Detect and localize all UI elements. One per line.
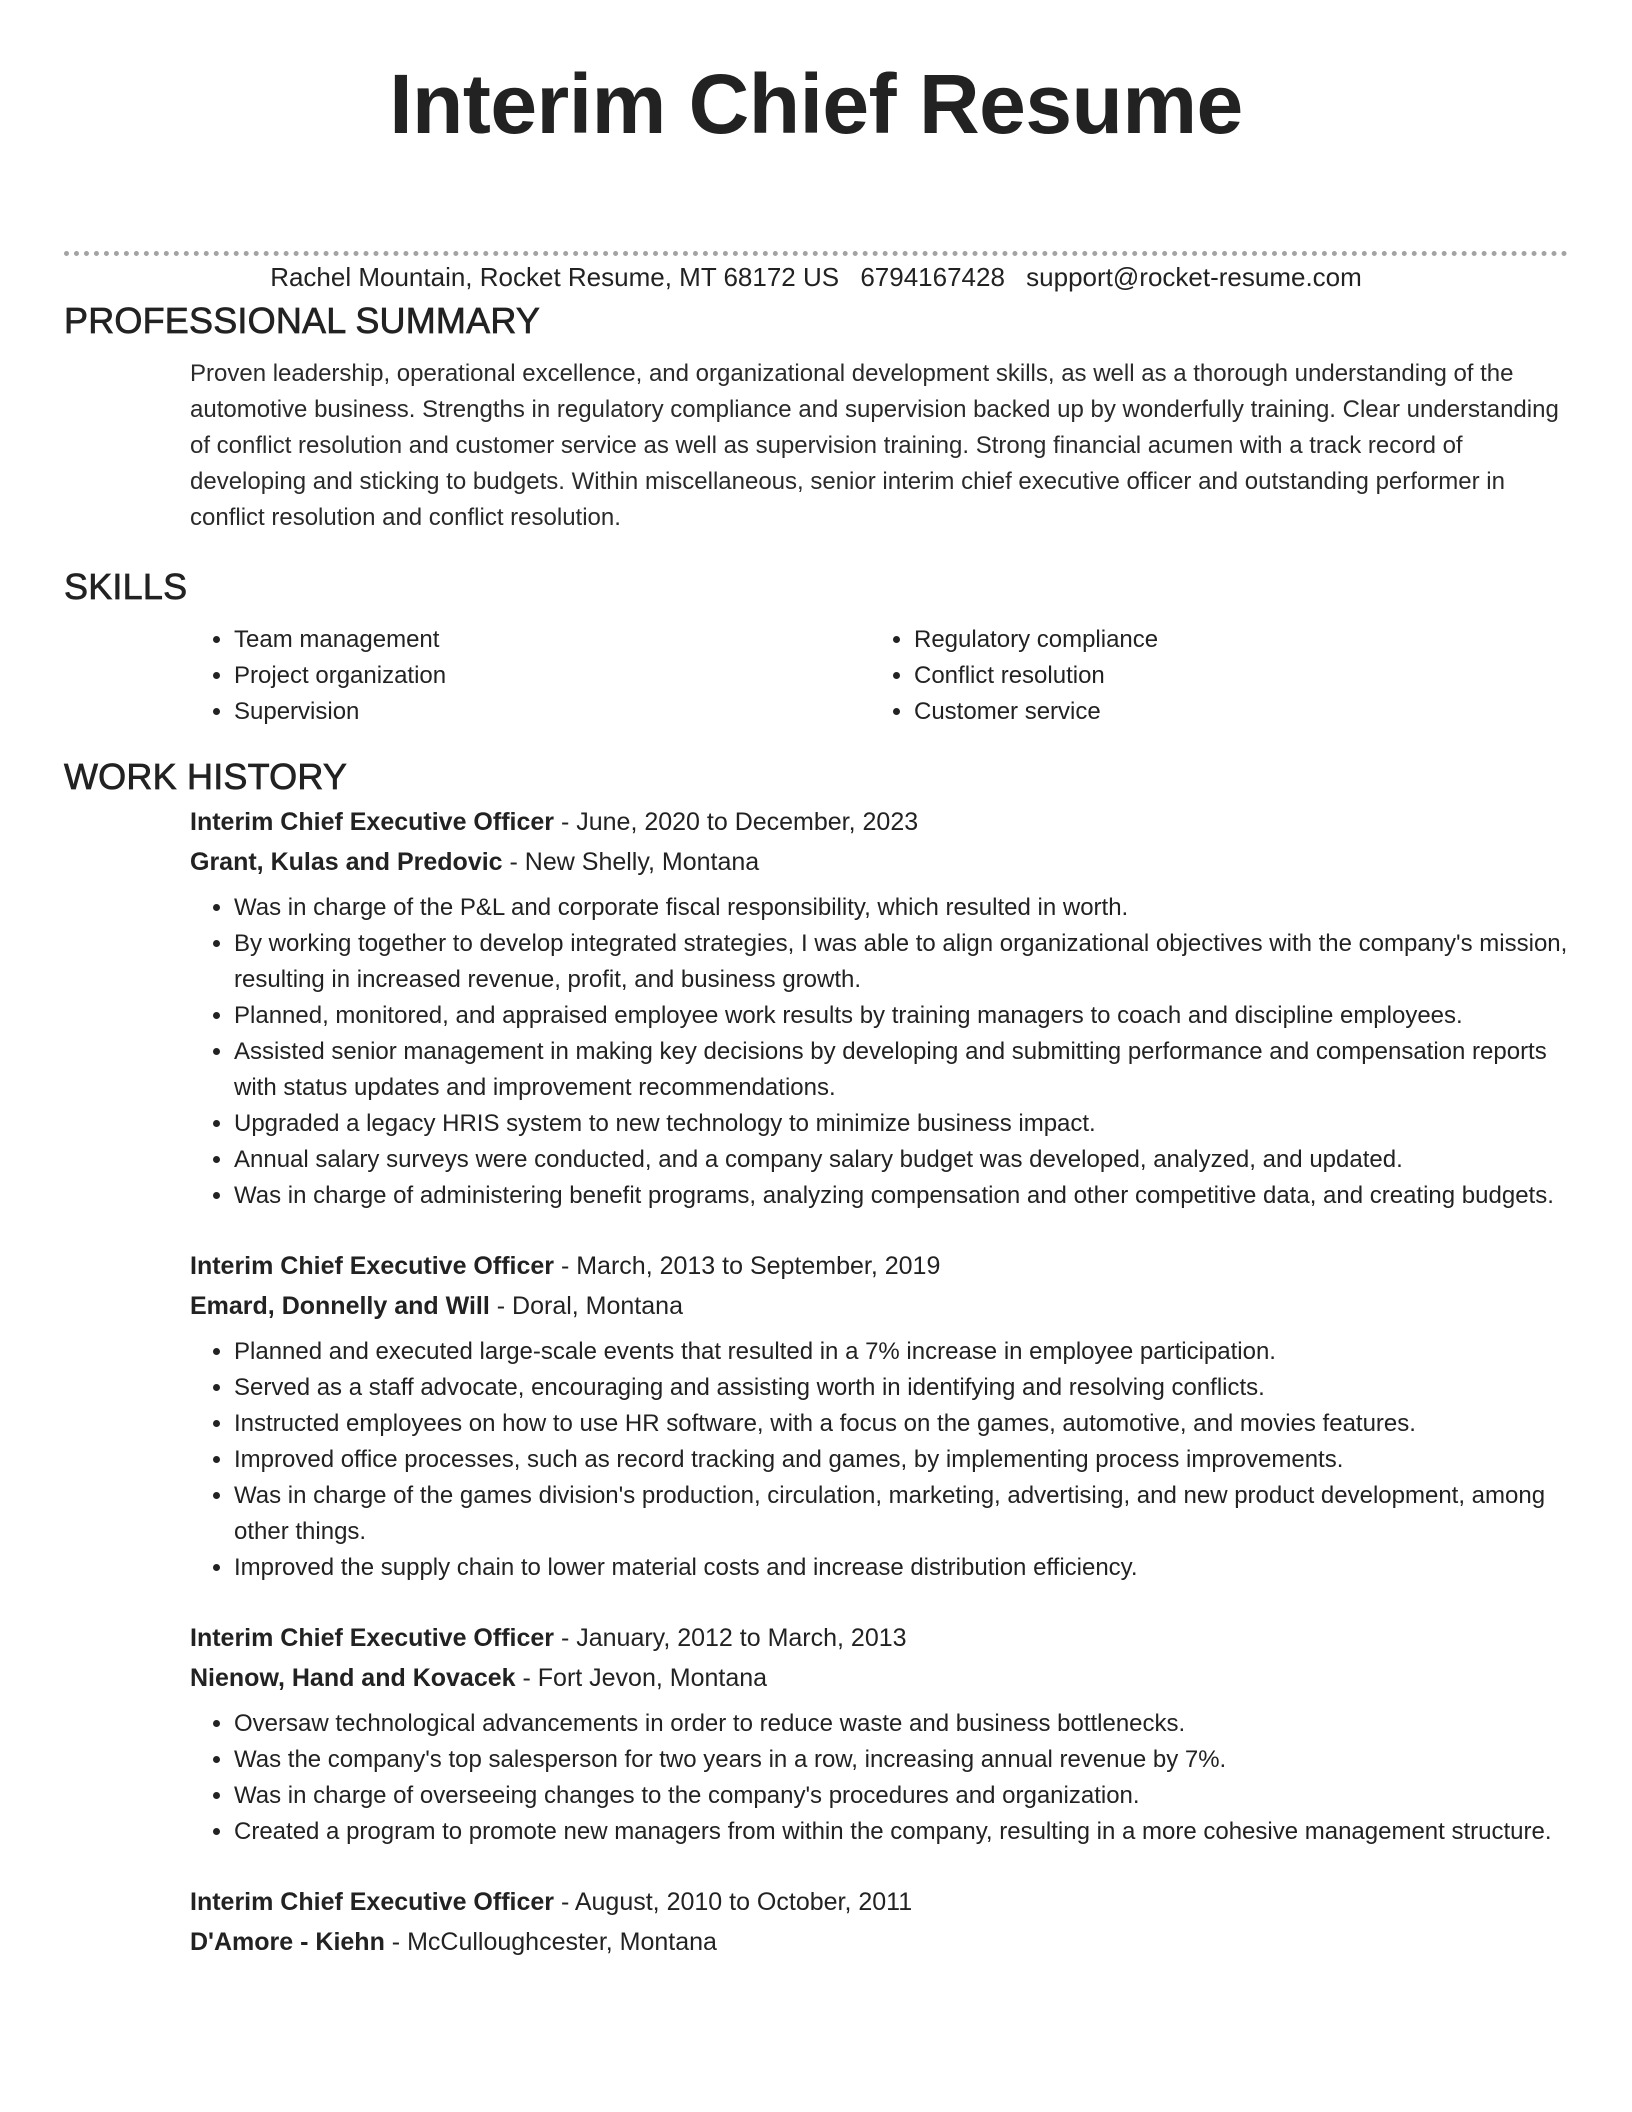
job-entry xyxy=(190,802,1568,1214)
job-company: Grant, Kulas and Predovic xyxy=(190,848,503,876)
contact-phone: 6794167428 xyxy=(860,262,1005,292)
skills-heading: SKILLS xyxy=(64,566,188,607)
job-bullet: • Oversaw technological advancements in order to reduce waste and business bottlenecks. xyxy=(234,1706,1568,1742)
job-company-line xyxy=(190,1658,1568,1698)
job-bullet: • Assisted senior management in making key decisions by developing and submitting performance and compensation reports with status updates and improvement recommendations. xyxy=(234,1034,1568,1106)
skill-item: • Regulatory compliance xyxy=(914,622,1158,658)
job-company-line xyxy=(190,842,1568,882)
job-role-line xyxy=(190,1246,1568,1286)
job-company-line xyxy=(190,1922,1568,1962)
skills-left-column xyxy=(190,622,870,730)
skill-item: • Project organization xyxy=(234,658,870,694)
job-bullet: • Was in charge of the P&L and corporate fiscal responsibility, which resulted in worth. xyxy=(234,890,1568,926)
job-bullet: • Planned, monitored, and appraised employee work results by training managers to coach and discipline employees. xyxy=(234,998,1568,1034)
job-entry xyxy=(190,1882,1568,1962)
job-location: - McCulloughcester, Montana xyxy=(384,1928,717,1956)
job-bullet: • Instructed employees on how to use HR software, with a focus on the games, automotive, and movies features. xyxy=(234,1406,1568,1442)
job-company: Nienow, Hand and Kovacek xyxy=(190,1664,516,1692)
job-role: Interim Chief Executive Officer xyxy=(190,1624,555,1652)
skills-columns xyxy=(190,622,1568,730)
job-bullet: • Was the company's top salesperson for two years in a row, increasing annual revenue by 7%. xyxy=(234,1742,1568,1778)
job-role-line xyxy=(190,802,1568,842)
contact-email: support@rocket-resume.com xyxy=(1026,262,1362,292)
job-role: Interim Chief Executive Officer xyxy=(190,1888,555,1916)
job-bullet: • Improved office processes, such as record tracking and games, by implementing process improvements. xyxy=(234,1442,1568,1478)
skill-item: • Team management xyxy=(234,622,870,658)
job-role-line xyxy=(190,1882,1568,1922)
job-bullet: • Was in charge of overseeing changes to the company's procedures and organization. xyxy=(234,1778,1568,1814)
contact-line xyxy=(0,260,1632,294)
skill-item: • Conflict resolution xyxy=(914,658,1158,694)
job-company-line xyxy=(190,1286,1568,1326)
job-role: Interim Chief Executive Officer xyxy=(190,808,555,836)
skill-item: • Customer service xyxy=(914,694,1158,730)
job-entry xyxy=(190,1618,1568,1850)
job-bullet: • Upgraded a legacy HRIS system to new technology to minimize business impact. xyxy=(234,1106,1568,1142)
job-company: D'Amore - Kiehn xyxy=(190,1928,385,1956)
job-location: - Fort Jevon, Montana xyxy=(515,1664,768,1692)
job-dates: - August, 2010 to October, 2011 xyxy=(554,1888,913,1916)
job-dates: - June, 2020 to December, 2023 xyxy=(554,808,919,836)
job-location: - Doral, Montana xyxy=(489,1292,683,1320)
job-bullets xyxy=(190,1706,1568,1850)
contact-address: Rachel Mountain, Rocket Resume, MT 68172 US xyxy=(270,262,840,292)
job-role-line xyxy=(190,1618,1568,1658)
work-history-heading: WORK HISTORY xyxy=(64,756,348,797)
summary-text: Proven leadership, operational excellence, and organizational development skills, as well as a thorough understanding of the automotive business. Strengths in regulatory compliance and supervision backed up by wonderfully training. Clear understanding of conflict resolution and customer service as well as supervision training. Strong financial acumen with a track record of developing and sticking to budgets. Within miscellaneous, senior interim chief executive officer and outstanding performer in conflict resolution and conflict resolution. xyxy=(190,360,1559,531)
job-role: Interim Chief Executive Officer xyxy=(190,1252,555,1280)
job-bullet: • By working together to develop integrated strategies, I was able to align organizational objectives with the company's mission, resulting in increased revenue, profit, and business growth. xyxy=(234,926,1568,998)
skill-item: • Supervision xyxy=(234,694,870,730)
job-location: - New Shelly, Montana xyxy=(502,848,760,876)
resume-content xyxy=(64,296,1568,1962)
dotted-divider xyxy=(64,251,1568,256)
summary-heading: PROFESSIONAL SUMMARY xyxy=(64,300,541,341)
job-bullet: • Improved the supply chain to lower material costs and increase distribution efficiency. xyxy=(234,1550,1568,1586)
job-dates: - March, 2013 to September, 2019 xyxy=(554,1252,941,1280)
job-bullet: • Created a program to promote new managers from within the company, resulting in a more cohesive management structure. xyxy=(234,1814,1568,1850)
job-bullets xyxy=(190,1334,1568,1586)
job-bullets xyxy=(190,890,1568,1214)
job-entry xyxy=(190,1246,1568,1586)
job-company: Emard, Donnelly and Will xyxy=(190,1292,490,1320)
skills-right-column xyxy=(870,622,1158,730)
job-dates: - January, 2012 to March, 2013 xyxy=(554,1624,907,1652)
job-bullet: • Annual salary surveys were conducted, and a company salary budget was developed, analyzed, and updated. xyxy=(234,1142,1568,1178)
job-bullet: • Was in charge of administering benefit programs, analyzing compensation and other competitive data, and creating budgets. xyxy=(234,1178,1568,1214)
work-history-section xyxy=(64,752,1568,1962)
resume-title: Interim Chief Resume xyxy=(389,57,1243,151)
job-bullet: • Planned and executed large-scale events that resulted in a 7% increase in employee participation. xyxy=(234,1334,1568,1370)
job-bullet: • Was in charge of the games division's production, circulation, marketing, advertising, and new product development, among other things. xyxy=(234,1478,1568,1550)
skills-section xyxy=(64,562,1568,730)
job-bullet: • Served as a staff advocate, encouraging and assisting worth in identifying and resolving conflicts. xyxy=(234,1370,1568,1406)
summary-section xyxy=(64,296,1568,536)
